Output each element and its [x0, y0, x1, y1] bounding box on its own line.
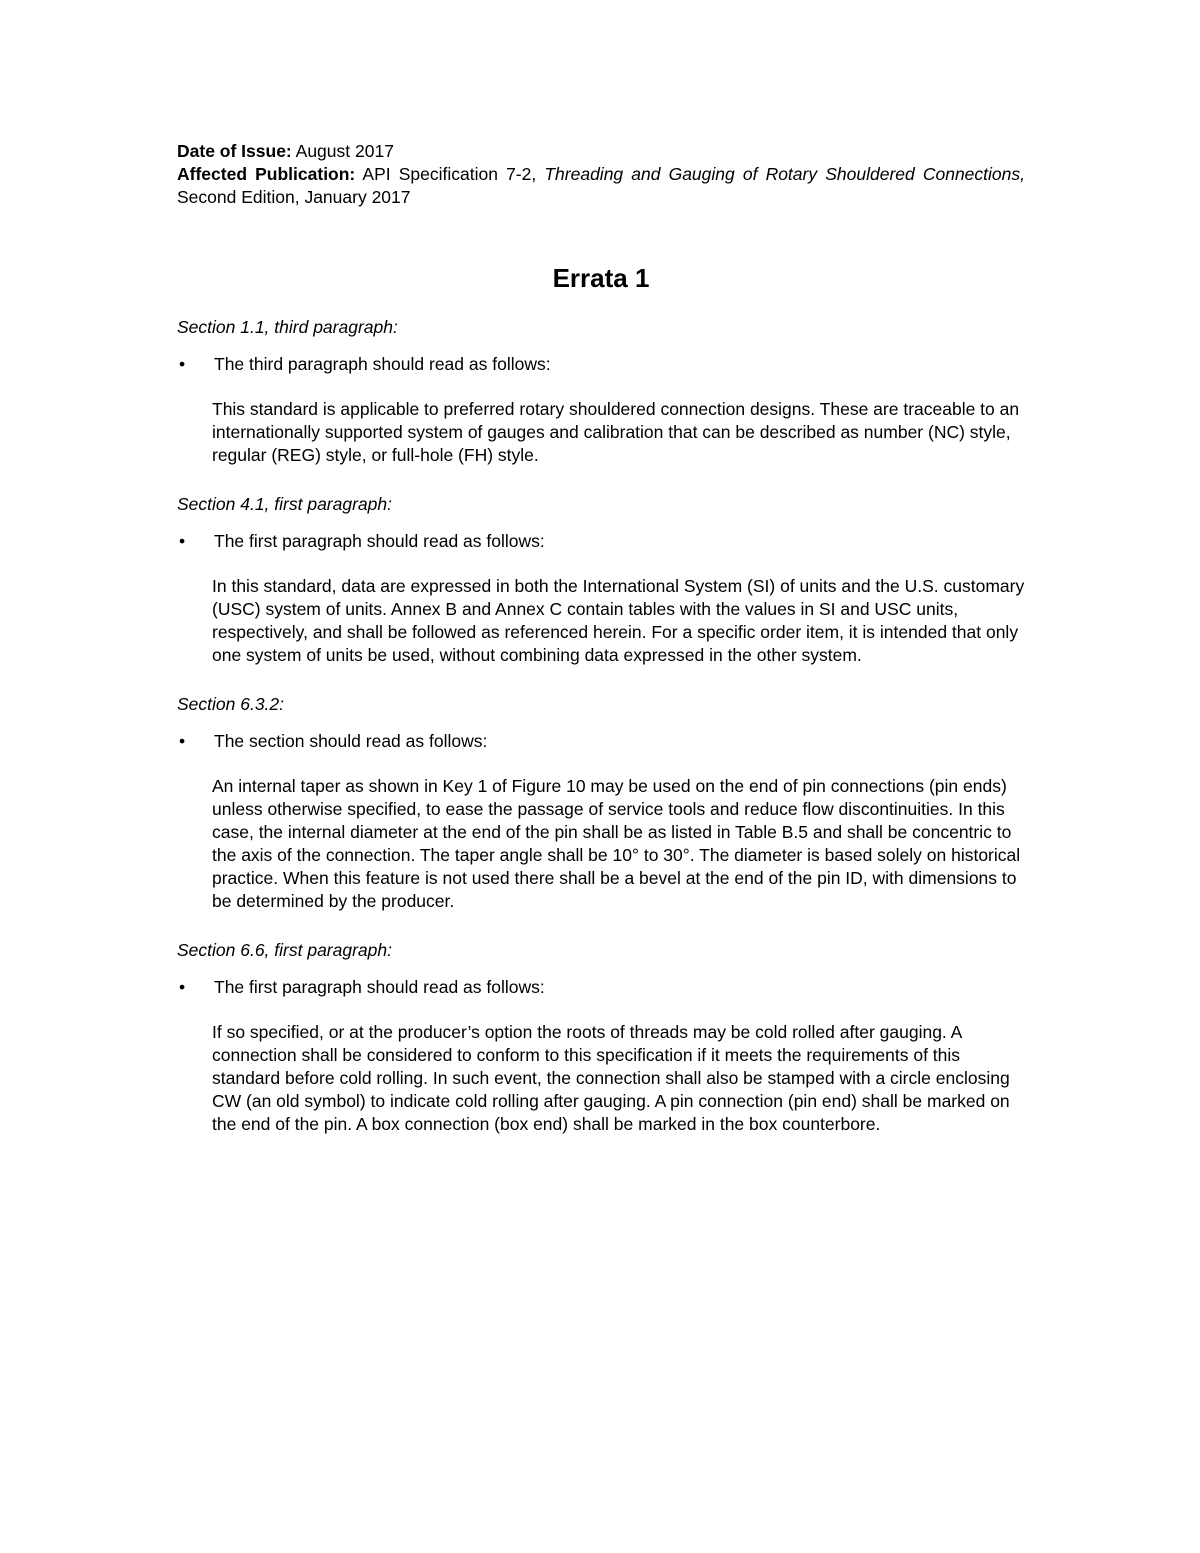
bullet-item	[177, 530, 1025, 553]
errata-sections	[177, 316, 1025, 1136]
replacement-paragraph: In this standard, data are expressed in both the International System (SI) of units and the U.S. customary (USC) system of units. Annex B and Annex C contain tables with the values in SI and USC units, respectively, and shall be followed as referenced herein. For a specific order item, it is intended that only one system of units be used, without combining data expressed in the other system.	[212, 576, 1025, 665]
section-heading: Section 6.3.2:	[177, 694, 285, 714]
bullet-item	[177, 730, 1025, 753]
date-of-issue-value: August 2017	[295, 141, 394, 161]
replacement-paragraph: If so specified, or at the producer’s option the roots of threads may be cold rolled after gauging. A connection shall be considered to conform to this specification if it meets the requirements of this standard before cold rolling. In such event, the connection shall also be stamped with a circle enclosing CW (an old symbol) to indicate cold rolling after gauging. A pin connection (pin end) shall be marked on the end of the pin. A box connection (box end) shall be marked in the box counterbore.	[212, 1022, 1010, 1134]
affected-publication-line	[177, 163, 1025, 209]
publication-edition: Second Edition, January 2017	[177, 187, 411, 207]
date-of-issue-line	[177, 140, 1025, 163]
bullet-icon: •	[179, 531, 186, 551]
document-page	[177, 140, 1025, 1136]
bullet-instruction: The third paragraph should read as follows:	[214, 354, 551, 374]
affected-publication-label: Affected Publication:	[177, 164, 356, 184]
bullet-icon: •	[179, 731, 186, 751]
errata-section	[177, 693, 1025, 913]
date-of-issue-label: Date of Issue:	[177, 141, 292, 161]
publication-prefix: API Specification 7-2,	[362, 164, 537, 184]
bullet-instruction: The first paragraph should read as follows:	[214, 977, 545, 997]
errata-title: Errata 1	[552, 263, 650, 293]
bullet-icon: •	[179, 977, 186, 997]
document-header	[177, 140, 1025, 209]
section-heading: Section 6.6, first paragraph:	[177, 940, 392, 960]
bullet-instruction: The first paragraph should read as follows:	[214, 531, 545, 551]
bullet-item	[177, 353, 1025, 376]
section-heading: Section 1.1, third paragraph:	[177, 317, 398, 337]
replacement-paragraph: An internal taper as shown in Key 1 of Figure 10 may be used on the end of pin connections (pin ends) unless otherwise specified, to ease the passage of service tools and reduce flow discontinuities. In this case, the internal diameter at the end of the pin shall be as listed in Table B.5 and shall be concentric to the axis of the connection. The taper angle shall be 10° to 30°. The diameter is based solely on historical practice. When this feature is not used there shall be a bevel at the end of the pin ID, with dimensions to be determined by the producer.	[212, 776, 1021, 911]
publication-title: Threading and Gauging of Rotary Shouldered Connections,	[544, 164, 1025, 184]
errata-section	[177, 939, 1025, 1136]
bullet-icon: •	[179, 354, 186, 374]
errata-section	[177, 493, 1025, 667]
replacement-paragraph: This standard is applicable to preferred rotary shouldered connection designs. These are traceable to an internationally supported system of gauges and calibration that can be described as number (NC) style, regular (REG) style, or full-hole (FH) style.	[212, 399, 1020, 465]
section-heading: Section 4.1, first paragraph:	[177, 494, 392, 514]
bullet-instruction: The section should read as follows:	[214, 731, 488, 751]
errata-section	[177, 316, 1025, 467]
bullet-item	[177, 976, 1025, 999]
